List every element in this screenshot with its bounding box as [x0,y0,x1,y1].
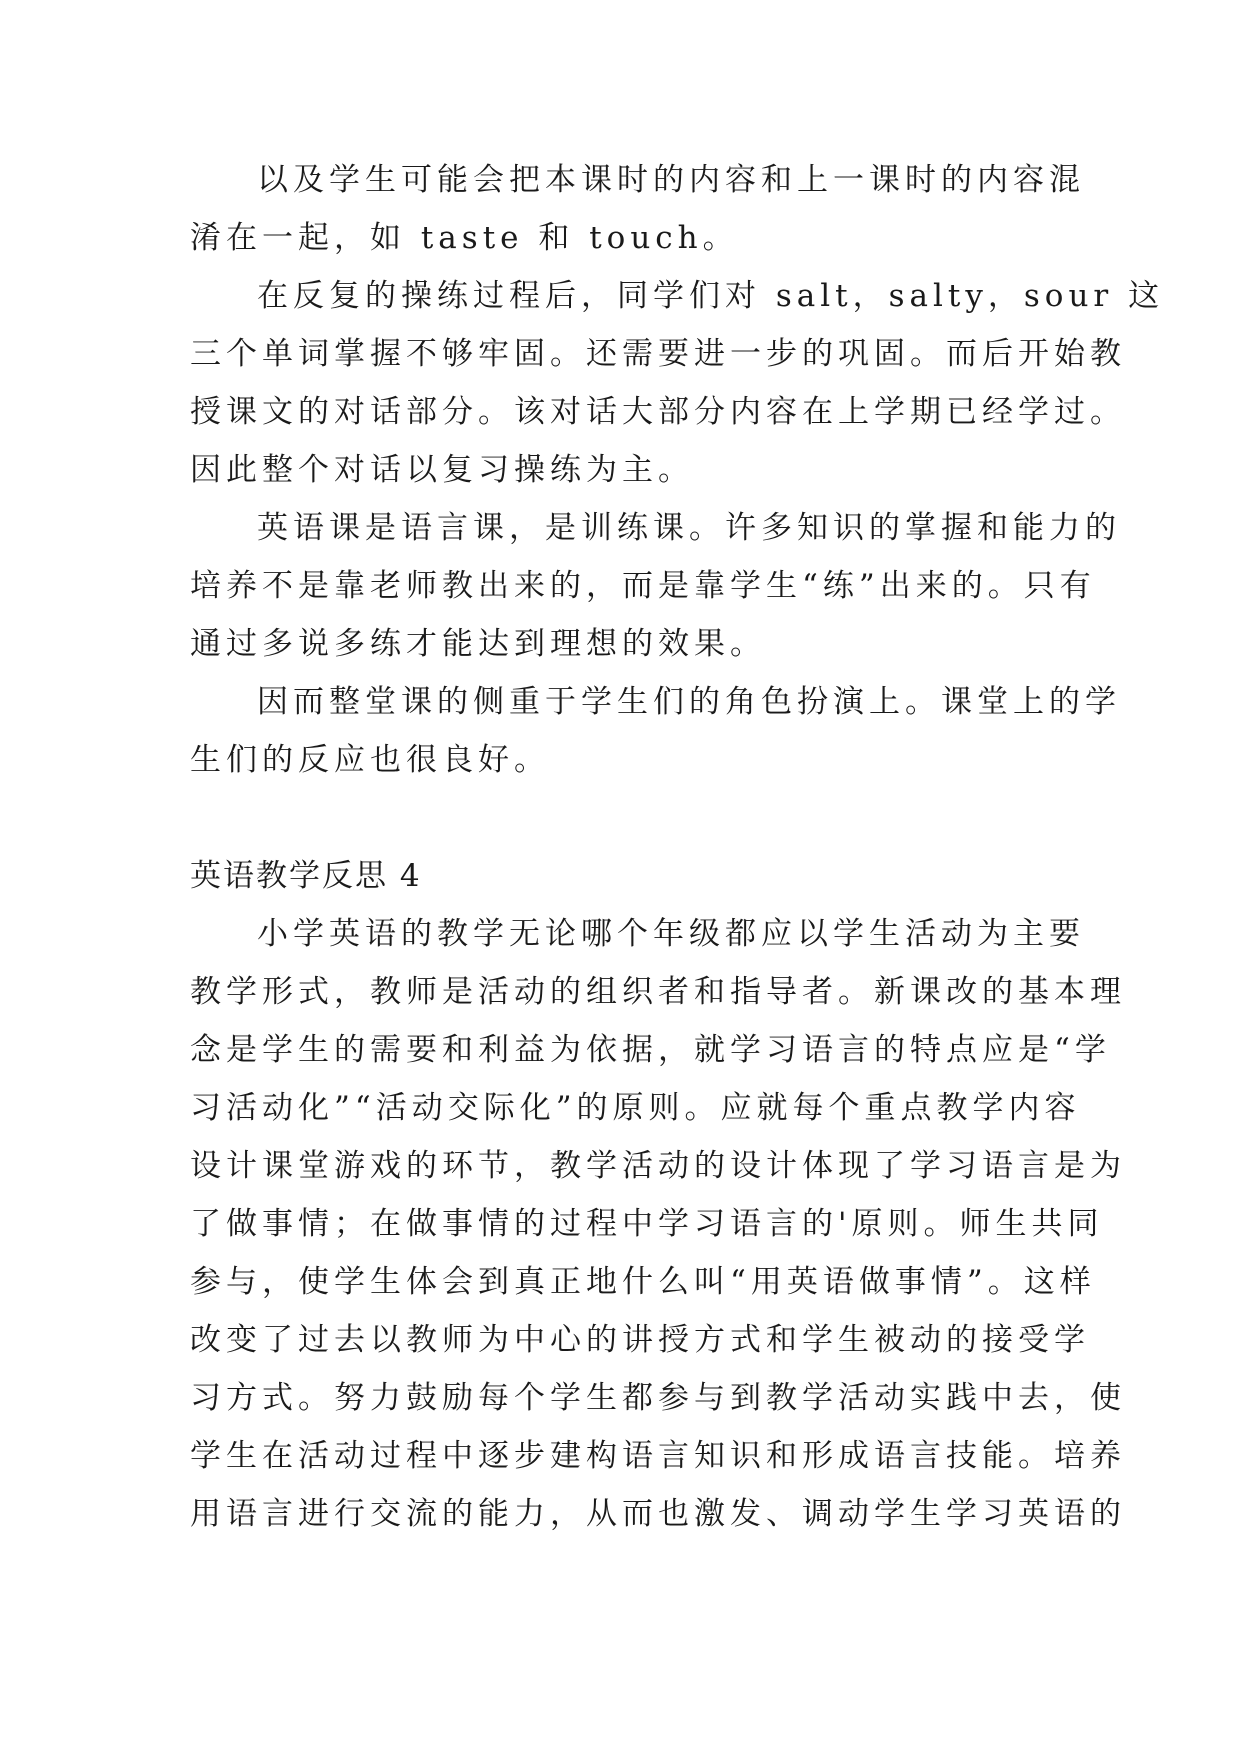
paragraph-line: 因此整个对话以复习操练为主。 [190,452,694,488]
section-heading: 英语教学反思 4 [190,858,422,894]
paragraph-line: 三个单词掌握不够牢固。还需要进一步的巩固。而后开始教 [190,336,1126,372]
paragraph-line: 小学英语的教学无论哪个年级都应以学生活动为主要 [257,916,1085,952]
paragraph-line: 英语课是语言课，是训练课。许多知识的掌握和能力的 [257,510,1121,546]
paragraph-line: 因而整堂课的侧重于学生们的角色扮演上。课堂上的学 [257,684,1121,720]
paragraph-line: 习方式。努力鼓励每个学生都参与到教学活动实践中去，使 [190,1380,1126,1416]
paragraph-line: 设计课堂游戏的环节，教学活动的设计体现了学习语言是为 [190,1148,1126,1184]
paragraph-line: 生们的反应也很良好。 [190,742,550,778]
paragraph-line: 念是学生的需要和利益为依据，就学习语言的特点应是“学 [190,1032,1111,1068]
paragraph-line: 淆在一起，如 taste 和 touch。 [190,220,739,256]
paragraph-line: 以及学生可能会把本课时的内容和上一课时的内容混 [257,162,1085,198]
paragraph-line: 了做事情；在做事情的过程中学习语言的'原则。师生共同 [190,1206,1104,1242]
paragraph-line: 参与，使学生体会到真正地什么叫“用英语做事情”。这样 [190,1264,1096,1300]
paragraph-line: 培养不是靠老师教出来的，而是靠学生“练”出来的。只有 [190,568,1096,604]
paragraph-line: 学生在活动过程中逐步建构语言知识和形成语言技能。培养 [190,1438,1126,1474]
paragraph-line: 授课文的对话部分。该对话大部分内容在上学期已经学过。 [190,394,1126,430]
paragraph-line: 改变了过去以教师为中心的讲授方式和学生被动的接受学 [190,1322,1090,1358]
paragraph-line: 习活动化”“活动交际化”的原则。应就每个重点教学内容 [190,1090,1081,1126]
paragraph-line: 用语言进行交流的能力，从而也激发、调动学生学习英语的 [190,1496,1126,1532]
paragraph-line: 通过多说多练才能达到理想的效果。 [190,626,766,662]
paragraph-line: 在反复的操练过程后，同学们对 salt，salty，sour 这 [257,278,1165,314]
paragraph-line: 教学形式，教师是活动的组织者和指导者。新课改的基本理 [190,974,1126,1010]
